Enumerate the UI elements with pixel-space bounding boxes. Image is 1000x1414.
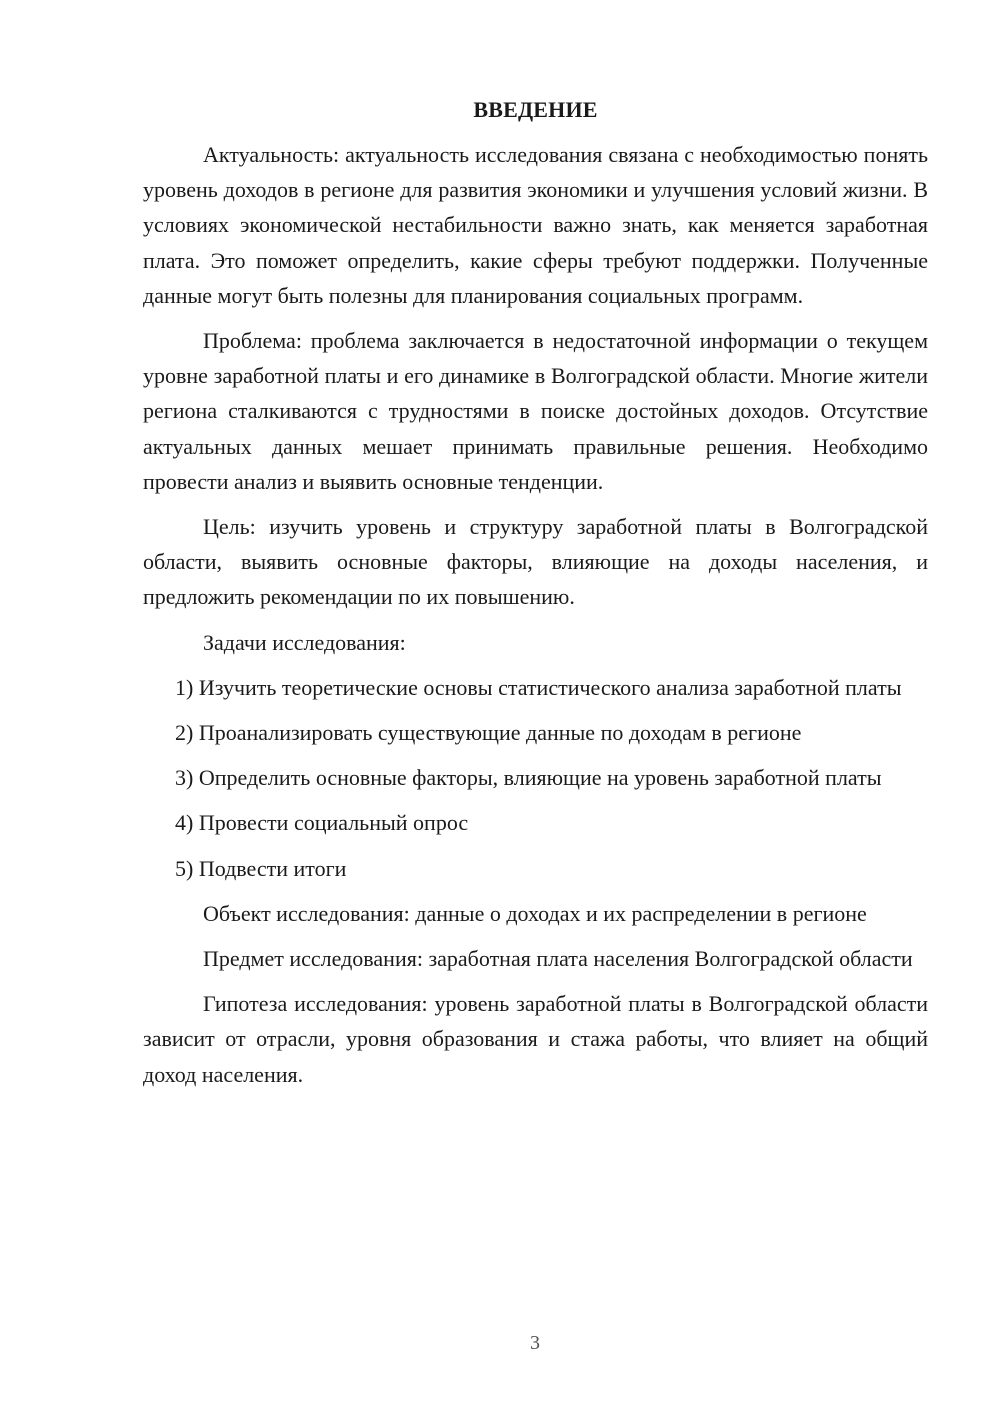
paragraph-problem: Проблема: проблема заключается в недостаточной информации о текущем уровне заработной платы и его динамике в Волгоградской области. Многие жители региона сталкиваются с трудностями в поиске достойных доходов. Отсутствие актуальных данных мешает принимать правильные решения. Необходимо провести анализ и выявить основные тенденции.: [143, 328, 928, 494]
paragraph-object: Объект исследования: данные о доходах и их распределении в регионе: [203, 900, 867, 926]
task-item-1: 1) Изучить теоретические основы статистического анализа заработной платы: [175, 674, 902, 700]
paragraph-hypothesis: Гипотеза исследования: уровень заработной платы в Волгоградской области зависит от отрасли, уровня образования и стажа работы, что влияет на общий доход населения.: [143, 991, 928, 1087]
task-item-5: 5) Подвести итоги: [175, 855, 347, 881]
task-item-3: 3) Определить основные факторы, влияющие на уровень заработной платы: [175, 765, 882, 791]
paragraph-goal: Цель: изучить уровень и структуру заработной платы в Волгоградской области, выявить основные факторы, влияющие на доходы населения, и предложить рекомендации по их повышению.: [143, 514, 928, 610]
paragraph-relevance: Актуальность: актуальность исследования связана с необходимостью понять уровень доходов в регионе для развития экономики и улучшения условий жизни. В условиях экономической нестабильности важно знать, как меняется заработная плата. Это поможет определить, какие сферы требуют поддержки. Полученные данные могут быть полезны для планирования социальных программ.: [143, 142, 928, 308]
task-item-4: 4) Провести социальный опрос: [175, 810, 469, 836]
task-item-2: 2) Проанализировать существующие данные по доходам в регионе: [175, 720, 802, 746]
paragraph-subject: Предмет исследования: заработная плата населения Волгоградской области: [203, 946, 913, 972]
document-page: [143, 92, 928, 1102]
page-title: ВВЕДЕНИЕ: [473, 97, 598, 122]
page-number: 3: [530, 1332, 540, 1354]
tasks-heading: Задачи исследования:: [203, 629, 406, 655]
